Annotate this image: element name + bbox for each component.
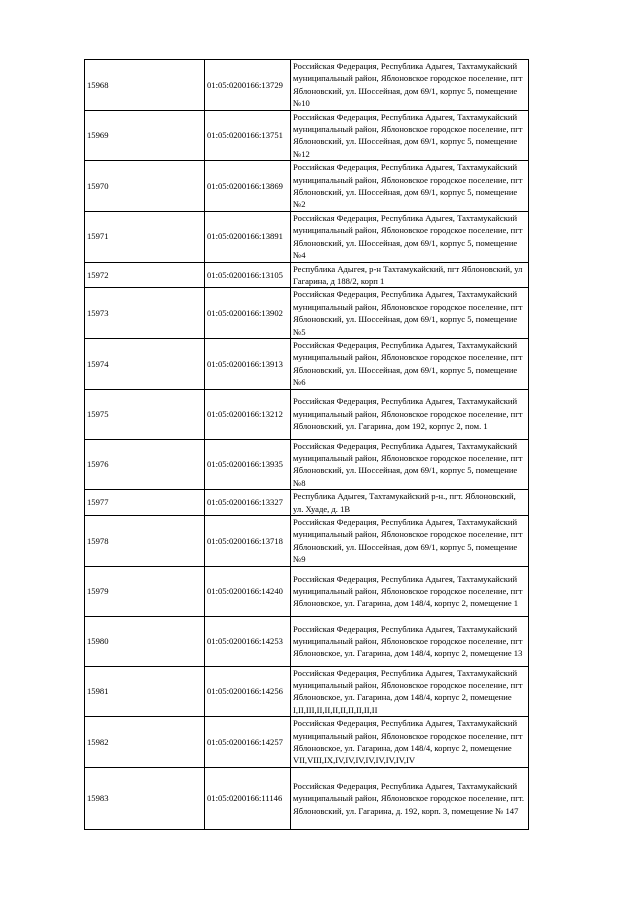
address-cell: Республика Адыгея, Тахтамукайский р-н., пгт. Яблоновский, ул. Хуаде, д. 1В — [291, 490, 529, 516]
address-cell: Российская Федерация, Республика Адыгея, Тахтамукайский муниципальный район, Яблоновское городское поселение, пгт. Яблоновский, ул. Гагарина, д. 192, корп. 3, помещение № 147 — [291, 767, 529, 829]
row-number: 15983 — [85, 767, 205, 829]
table-row — [85, 60, 529, 111]
cadastral-number: 01:05:0200166:13913 — [205, 338, 291, 389]
cadastral-number: 01:05:0200166:11146 — [205, 767, 291, 829]
cadastral-number: 01:05:0200166:13718 — [205, 516, 291, 567]
cadastral-number: 01:05:0200166:13105 — [205, 262, 291, 288]
cadastral-number: 01:05:0200166:14257 — [205, 717, 291, 768]
row-number: 15971 — [85, 211, 205, 262]
table-row — [85, 616, 529, 666]
table-row — [85, 490, 529, 516]
cadastral-number: 01:05:0200166:14256 — [205, 666, 291, 717]
table-row — [85, 666, 529, 717]
row-number: 15979 — [85, 566, 205, 616]
table-row — [85, 288, 529, 339]
row-number: 15980 — [85, 616, 205, 666]
cadastral-number: 01:05:0200166:13327 — [205, 490, 291, 516]
row-number: 15972 — [85, 262, 205, 288]
address-cell: Российская Федерация, Республика Адыгея, Тахтамукайский муниципальный район, Яблоновское городское поселение, пгт Яблоновский, ул. Шоссейная, дом 69/1, корпус 5, помещение №12 — [291, 110, 529, 161]
address-cell: Российская Федерация, Республика Адыгея, Тахтамукайский муниципальный район, Яблоновское городское поселение, пгт Яблоновское, ул. Гагарина, дом 148/4, корпус 2, помещение VII,VIII,IX,IV,IV,IV,IV,IV,IV,IV,IV — [291, 717, 529, 768]
row-number: 15968 — [85, 60, 205, 111]
cadastral-number: 01:05:0200166:13729 — [205, 60, 291, 111]
table-body — [85, 60, 529, 830]
row-number: 15973 — [85, 288, 205, 339]
row-number: 15974 — [85, 338, 205, 389]
address-cell: Республика Адыгея, р-н Тахтамукайский, пгт Яблоновский, ул Гагарина, д 188/2, корп 1 — [291, 262, 529, 288]
address-cell: Российская Федерация, Республика Адыгея, Тахтамукайский муниципальный район, Яблоновское городское поселение, пгт Яблоновский, ул. Шоссейная, дом 69/1, корпус 5, помещение №5 — [291, 288, 529, 339]
cadastral-number: 01:05:0200166:13751 — [205, 110, 291, 161]
row-number: 15978 — [85, 516, 205, 567]
address-cell: Российская Федерация, Республика Адыгея, Тахтамукайский муниципальный район, Яблоновское городское поселение, пгт Яблоновский, ул. Шоссейная, дом 69/1, корпус 5, помещение №10 — [291, 60, 529, 111]
cadastral-number: 01:05:0200166:13891 — [205, 211, 291, 262]
table-row — [85, 110, 529, 161]
address-cell: Российская Федерация, Республика Адыгея, Тахтамукайский муниципальный район, Яблоновское городское поселение, пгт Яблоновское, ул. Гагарина, дом 148/4, корпус 2, помещение 1 — [291, 566, 529, 616]
address-cell: Российская Федерация, Республика Адыгея, Тахтамукайский муниципальный район, Яблоновское городское поселение, пгт Яблоновский, ул. Шоссейная, дом 69/1, корпус 5, помещение №6 — [291, 338, 529, 389]
cadastral-number: 01:05:0200166:14253 — [205, 616, 291, 666]
cadastral-number: 01:05:0200166:13212 — [205, 389, 291, 439]
row-number: 15982 — [85, 717, 205, 768]
table-row — [85, 767, 529, 829]
table-row — [85, 161, 529, 212]
table-row — [85, 717, 529, 768]
row-number: 15975 — [85, 389, 205, 439]
row-number: 15981 — [85, 666, 205, 717]
table-row — [85, 389, 529, 439]
address-cell: Российская Федерация, Республика Адыгея, Тахтамукайский муниципальный район, Яблоновское городское поселение, пгт Яблоновский, ул. Шоссейная, дом 69/1, корпус 5, помещение №8 — [291, 439, 529, 490]
address-cell: Российская Федерация, Республика Адыгея, Тахтамукайский муниципальный район, Яблоновское городское поселение, пгт Яблоновский, ул. Шоссейная, дом 69/1, корпус 5, помещение №2 — [291, 161, 529, 212]
cadastral-number: 01:05:0200166:13935 — [205, 439, 291, 490]
table-row — [85, 439, 529, 490]
row-number: 15976 — [85, 439, 205, 490]
table-row — [85, 338, 529, 389]
row-number: 15977 — [85, 490, 205, 516]
row-number: 15970 — [85, 161, 205, 212]
table-row — [85, 262, 529, 288]
table-row — [85, 516, 529, 567]
cadastral-number: 01:05:0200166:13869 — [205, 161, 291, 212]
table-row — [85, 211, 529, 262]
address-cell: Российская Федерация, Республика Адыгея, Тахтамукайский муниципальный район, Яблоновское городское поселение, пгт Яблоновское, ул. Гагарина, дом 148/4, корпус 2, помещение 13 — [291, 616, 529, 666]
address-cell: Российская Федерация, Республика Адыгея, Тахтамукайский муниципальный район, Яблоновское городское поселение, пгт Яблоновский, ул. Шоссейная, дом 69/1, корпус 5, помещение №9 — [291, 516, 529, 567]
address-cell: Российская Федерация, Республика Адыгея, Тахтамукайский муниципальный район, Яблоновское городское поселение, пгт Яблоновский, ул. Гагарина, дом 192, корпус 2, пом. 1 — [291, 389, 529, 439]
address-cell: Российская Федерация, Республика Адыгея, Тахтамукайский муниципальный район, Яблоновское городское поселение, пгт Яблоновский, ул. Шоссейная, дом 69/1, корпус 5, помещение №4 — [291, 211, 529, 262]
row-number: 15969 — [85, 110, 205, 161]
table-row — [85, 566, 529, 616]
registry-table — [84, 59, 529, 830]
cadastral-number: 01:05:0200166:14240 — [205, 566, 291, 616]
address-cell: Российская Федерация, Республика Адыгея, Тахтамукайский муниципальный район, Яблоновское городское поселение, пгт Яблоновское, ул. Гагарина, дом 148/4, корпус 2, помещение I,II,III,II,II,II,II,II,II,II,II — [291, 666, 529, 717]
cadastral-number: 01:05:0200166:13902 — [205, 288, 291, 339]
